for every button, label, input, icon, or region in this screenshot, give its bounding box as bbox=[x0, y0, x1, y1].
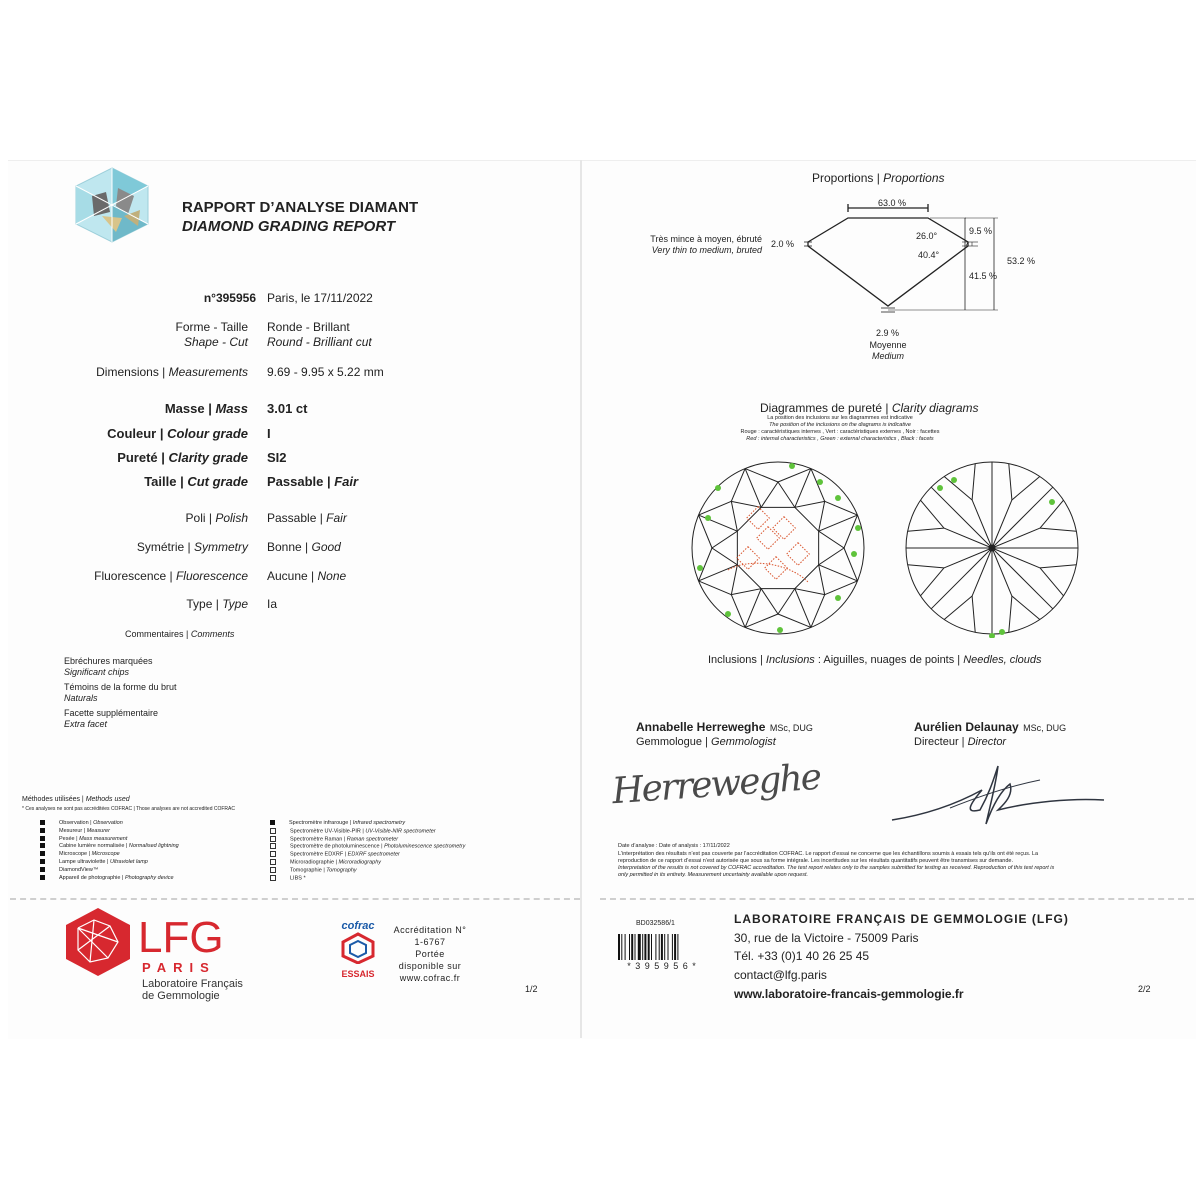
method-label-en: Tomography bbox=[326, 867, 357, 874]
method-label: Spectromètre de photoluminescence | bbox=[290, 843, 385, 850]
checked-box-icon bbox=[40, 828, 45, 833]
method-label-en: Infrared spectrometry bbox=[352, 820, 406, 826]
method-label-en: Mass measurement bbox=[79, 835, 128, 842]
comment-item-en: Extra facet bbox=[64, 719, 108, 729]
method-label-en: Photoluminescence spectrometry bbox=[384, 843, 466, 850]
barcode-bar bbox=[642, 934, 643, 960]
method-item bbox=[40, 867, 98, 873]
method-item bbox=[40, 851, 120, 857]
external-mark bbox=[999, 629, 1005, 635]
comments-heading: Commentaires | Comments bbox=[125, 629, 235, 639]
analysis-date: Date d’analyse : Date of analysis : 17/11/2022 bbox=[618, 843, 730, 849]
external-mark bbox=[835, 495, 841, 501]
cofrac-logo: cofrac ESSAIS bbox=[338, 920, 378, 979]
method-label: Mesureur | bbox=[59, 827, 87, 834]
shape-value-en: Round - Brilliant cut bbox=[267, 335, 372, 349]
clarity-label: Pureté | Clarity grade bbox=[117, 450, 248, 465]
method-item bbox=[40, 820, 123, 826]
lfg-wordmark: LFG bbox=[138, 913, 224, 962]
method-label-en: Raman spectrometer bbox=[346, 836, 399, 843]
lab-email[interactable]: contact@lfg.paris bbox=[734, 968, 827, 982]
footer-divider bbox=[10, 898, 580, 900]
barcode-ref: BD032586/1 bbox=[636, 920, 675, 927]
girdle-pct: 2.0 % bbox=[771, 239, 795, 249]
method-item bbox=[40, 843, 179, 849]
external-mark bbox=[851, 551, 857, 557]
lab-address: 30, rue de la Victoire - 75009 Paris bbox=[734, 931, 919, 945]
method-item bbox=[40, 859, 148, 865]
external-mark bbox=[777, 627, 783, 633]
unchecked-box-icon bbox=[270, 875, 276, 881]
barcode-bar bbox=[655, 934, 656, 960]
barcode-bar bbox=[677, 934, 678, 960]
method-item bbox=[270, 820, 405, 826]
unchecked-box-icon bbox=[270, 828, 276, 834]
method-label-en: Normalised lightning bbox=[128, 843, 179, 850]
pavilion-depth: 41.5 % bbox=[969, 271, 998, 281]
external-mark bbox=[835, 595, 841, 601]
colour-value: I bbox=[267, 426, 271, 441]
total-depth: 53.2 % bbox=[1007, 256, 1036, 266]
unchecked-box-icon bbox=[270, 859, 276, 865]
symmetry-value: Bonne | Good bbox=[267, 540, 341, 554]
comment-item-en: Significant chips bbox=[64, 667, 130, 677]
inclusion-needle bbox=[728, 563, 808, 582]
barcode-bar bbox=[635, 934, 636, 960]
barcode-bar bbox=[621, 934, 622, 960]
method-item bbox=[270, 828, 436, 834]
external-mark bbox=[725, 611, 731, 617]
symmetry-label: Symétrie | Symmetry bbox=[136, 540, 248, 554]
methods-note: * Ces analyses ne sont pas accréditées COFRAC | Those analyses are not accredited COFRAC bbox=[22, 806, 235, 812]
method-label: Cabine lumière normalisée | bbox=[59, 843, 129, 850]
inclusion-cloud bbox=[787, 543, 810, 566]
signature-herreweghe: Herreweghe bbox=[610, 756, 822, 813]
checked-box-icon bbox=[270, 820, 275, 825]
comments-list bbox=[64, 656, 177, 730]
page-fold bbox=[580, 160, 582, 1038]
page-number-1: 1/2 bbox=[525, 984, 538, 994]
barcode-bar bbox=[648, 934, 650, 960]
inclusions-line: Inclusions | Inclusions : Aiguilles, nuages de points | Needles, clouds bbox=[708, 654, 1042, 666]
culet-desc-en: Medium bbox=[871, 351, 904, 361]
checked-box-icon bbox=[40, 851, 45, 856]
method-label: Lampe ultraviolette | bbox=[59, 859, 110, 865]
barcode-bar bbox=[629, 934, 630, 960]
barcode-bar bbox=[674, 934, 676, 960]
lfg-logo-icon bbox=[64, 906, 132, 978]
signatory-1-role: Gemmologue | Gemmologist bbox=[636, 736, 776, 748]
lab-phone: Tél. +33 (0)1 40 26 25 45 bbox=[734, 949, 870, 963]
fluorescence-label: Fluorescence | Fluorescence bbox=[94, 569, 248, 583]
shape-label-en: Shape - Cut bbox=[183, 335, 248, 349]
clarity-diagrams-heading: Diagrammes de pureté | Clarity diagrams bbox=[760, 401, 979, 415]
polish-label: Poli | Polish bbox=[185, 511, 248, 525]
method-label: Spectromètre UV-Visible-PIR | bbox=[290, 828, 366, 835]
report-number: n°395956 bbox=[203, 291, 256, 305]
type-label: Type | Type bbox=[186, 597, 248, 611]
external-mark bbox=[951, 477, 957, 483]
external-mark bbox=[937, 485, 943, 491]
external-mark bbox=[1049, 499, 1055, 505]
method-label-en: Ultraviolet lamp bbox=[109, 859, 148, 865]
checked-box-icon bbox=[40, 875, 45, 880]
method-label: Tomographie | bbox=[290, 867, 327, 874]
barcode-bar bbox=[625, 934, 626, 960]
external-mark bbox=[855, 525, 861, 531]
colour-label: Couleur | Colour grade bbox=[107, 426, 248, 441]
table-facet bbox=[737, 507, 818, 588]
method-label-en: UV-Visible-NIR spectrometer bbox=[365, 828, 436, 835]
barcode-bar bbox=[651, 934, 652, 960]
method-item bbox=[270, 875, 306, 881]
unchecked-box-icon bbox=[270, 836, 276, 842]
crown-angle: 26.0° bbox=[916, 231, 938, 241]
girdle-desc: Très mince à moyen, ébruté bbox=[650, 234, 762, 244]
method-label: DiamondView™ bbox=[59, 866, 99, 873]
dimensions-label: Dimensions | Measurements bbox=[96, 365, 248, 379]
culet-desc: Moyenne bbox=[869, 340, 907, 350]
signatory-1: Annabelle Herreweghe MSc, DUG bbox=[636, 720, 813, 734]
signature-delaunay bbox=[890, 762, 1110, 832]
barcode-text: * 3 9 5 9 5 6 * bbox=[627, 961, 697, 971]
cut-label: Taille | Cut grade bbox=[144, 474, 248, 489]
crown-height: 9.5 % bbox=[969, 226, 993, 236]
clarity-legend: La position des inclusions sur les diagrammes est indicative The position of the inclusions on the diagrams is indicative Rouge : caractéristiques internes , Vert : caractéristiques externes , Noir : facettes Red : internal characteristics , Green : external characteristics , Black : facets bbox=[740, 415, 940, 442]
comment-item: Facette supplémentaire bbox=[64, 708, 159, 718]
method-label: Pesée | bbox=[59, 835, 80, 842]
external-mark bbox=[705, 515, 711, 521]
barcode-bar bbox=[644, 934, 646, 960]
lfg-subtitle: Laboratoire Français de Gemmologie bbox=[142, 978, 243, 1002]
inclusion-cloud bbox=[737, 547, 760, 570]
method-label: LIBS * bbox=[290, 875, 306, 882]
unchecked-box-icon bbox=[270, 867, 276, 873]
barcode-bar bbox=[668, 934, 669, 960]
shape-label: Forme - Taille bbox=[175, 320, 248, 334]
signatory-2: Aurélien Delaunay MSc, DUG bbox=[914, 720, 1067, 734]
method-label-en: Microradiography bbox=[338, 859, 382, 866]
methods-heading: Méthodes utilisées | Methods used bbox=[22, 796, 130, 803]
method-label-en: Microscope bbox=[91, 851, 120, 858]
diamond-profile bbox=[808, 218, 968, 306]
cofrac-hex-icon bbox=[339, 932, 377, 964]
inclusion-cloud bbox=[773, 517, 796, 540]
mass-value: 3.01 ct bbox=[267, 401, 308, 416]
diamond-logo-icon bbox=[72, 166, 152, 244]
polish-value: Passable | Fair bbox=[267, 511, 347, 525]
barcode-bar bbox=[618, 934, 620, 960]
type-value: Ia bbox=[267, 597, 278, 611]
method-item bbox=[40, 836, 127, 842]
external-mark bbox=[697, 565, 703, 571]
shape-value: Ronde - Brillant bbox=[267, 320, 350, 334]
barcode-bar bbox=[664, 934, 665, 960]
method-label-en: Photography device bbox=[124, 874, 174, 881]
barcode-bar bbox=[659, 934, 660, 960]
star-facets bbox=[712, 482, 844, 614]
footer-divider bbox=[600, 898, 1194, 900]
method-label: Observation | bbox=[59, 820, 94, 826]
barcode-bar bbox=[631, 934, 633, 960]
unchecked-box-icon bbox=[270, 851, 276, 857]
report-title: RAPPORT D’ANALYSE DIAMANT bbox=[182, 199, 419, 216]
lab-name: LABORATOIRE FRANÇAIS DE GEMMOLOGIE (LFG) bbox=[734, 912, 1069, 926]
dimensions-value: 9.69 - 9.95 x 5.22 mm bbox=[267, 365, 384, 379]
checked-box-icon bbox=[40, 843, 45, 848]
comment-item: Ebréchures marquées bbox=[64, 656, 153, 666]
checked-box-icon bbox=[40, 836, 45, 841]
external-mark bbox=[789, 463, 795, 469]
method-label: Microscope | bbox=[59, 851, 92, 858]
report-title-en: DIAMOND GRADING REPORT bbox=[182, 218, 396, 235]
method-label-en: Measurer bbox=[86, 827, 110, 834]
unchecked-box-icon bbox=[270, 843, 276, 849]
method-label-en: Observation bbox=[93, 820, 123, 826]
checked-box-icon bbox=[40, 859, 45, 864]
proportions-heading: Proportions | Proportions bbox=[812, 171, 945, 185]
external-mark bbox=[715, 485, 721, 491]
method-item bbox=[40, 875, 174, 881]
method-item bbox=[270, 843, 465, 849]
table-pct: 63.0 % bbox=[878, 198, 907, 208]
cut-value: Passable | Fair bbox=[267, 474, 359, 489]
lfg-paris: PARIS bbox=[142, 960, 216, 975]
disclaimer-text: L’interprétation des résultats n’est pas couverte par l’accréditation COFRAC. Le rapport d’essai ne concerne que les échantillons soumis à essais tels qu’ils ont été reçus. La reproduction de ce rapport d’essai n’est autorisée que sous sa forme intégrale. Les incertitudes sur les résultats quantitatifs peuvent être transmises sur demande. Interpretation of the results is not covered by COFRAC accreditation. The test report relates only to the samples submitted for testing as received. Reproduction of this test report is only permitted in its entirety. Measurement uncertainty available upon request. bbox=[618, 851, 1055, 878]
barcode-bar bbox=[661, 934, 663, 960]
clarity-value: SI2 bbox=[267, 450, 287, 465]
crown-clarity-diagram bbox=[688, 458, 868, 638]
method-item bbox=[270, 836, 398, 842]
method-item bbox=[270, 851, 400, 857]
method-item bbox=[40, 828, 110, 834]
report-date: Paris, le 17/11/2022 bbox=[267, 291, 373, 305]
comment-item-en: Naturals bbox=[64, 693, 98, 703]
method-item bbox=[270, 867, 357, 873]
method-label: Spectromètre EDXRF | bbox=[290, 851, 348, 858]
checked-box-icon bbox=[40, 867, 45, 872]
mass-label: Masse | Mass bbox=[164, 401, 248, 416]
barcode-icon bbox=[618, 934, 706, 960]
external-mark bbox=[817, 479, 823, 485]
method-label: Spectromètre Raman | bbox=[290, 836, 347, 843]
barcode-bar bbox=[672, 934, 673, 960]
barcode-bar bbox=[638, 934, 641, 960]
accreditation-info: Accréditation N° 1-6767 Portée disponible sur www.cofrac.fr bbox=[393, 925, 467, 983]
signatory-2-role: Directeur | Director bbox=[914, 736, 1007, 748]
girdle-desc-en: Very thin to medium, bruted bbox=[651, 245, 762, 255]
checked-box-icon bbox=[40, 820, 45, 825]
method-label: Spectromètre infrarouge | bbox=[289, 820, 353, 826]
method-label-en: EDXRF spectrometer bbox=[347, 851, 400, 858]
inclusion-cloud bbox=[757, 527, 780, 550]
method-item bbox=[270, 859, 381, 865]
fluorescence-value: Aucune | None bbox=[267, 569, 347, 583]
pavilion-angle: 40.4° bbox=[918, 250, 940, 260]
culet-pct: 2.9 % bbox=[876, 328, 900, 338]
method-label: Microradiographie | bbox=[290, 859, 339, 866]
method-label: Appareil de photographie | bbox=[59, 874, 125, 881]
page-number-2: 2/2 bbox=[1138, 984, 1151, 994]
comment-item: Témoins de la forme du brut bbox=[64, 682, 177, 692]
pavilion-clarity-diagram bbox=[902, 458, 1082, 638]
lab-website[interactable]: www.laboratoire-francais-gemmologie.fr bbox=[734, 987, 964, 1001]
